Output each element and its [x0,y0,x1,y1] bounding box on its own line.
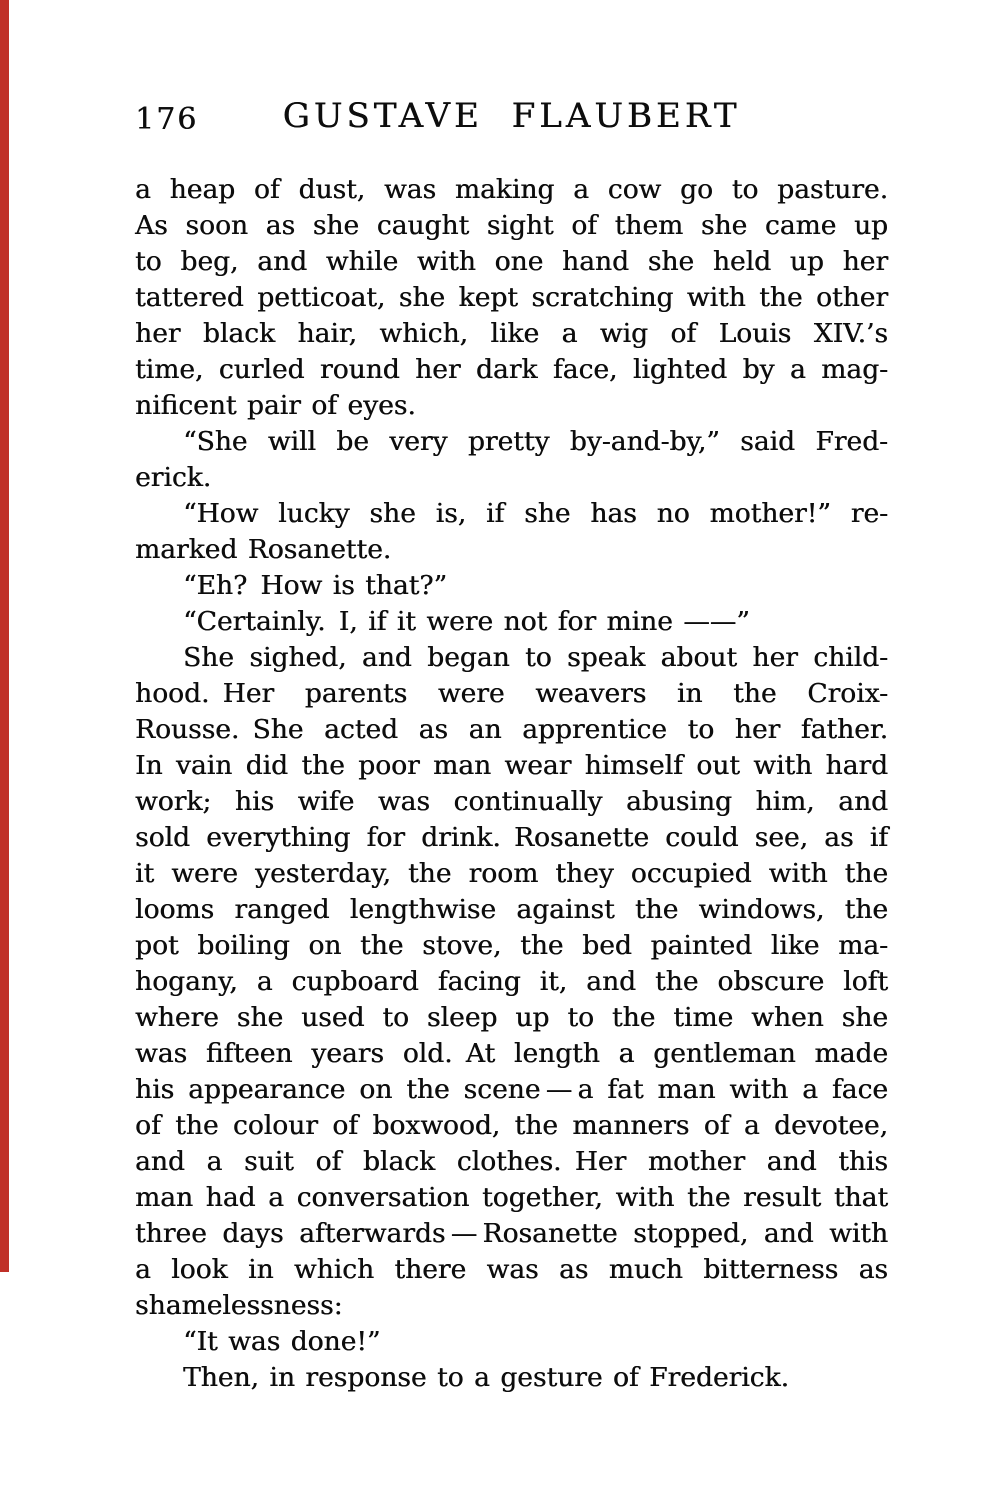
text-line: marked Rosanette. [135,534,392,565]
text-line: time, curled round her dark face, lighted by a mag- [135,354,888,385]
running-head: GUSTAVE FLAUBERT [282,96,741,136]
text-line: erick. [135,462,212,493]
scan-edge-strip [0,0,9,1272]
text-line: “Certainly. I, if it were not for mine ——” [183,606,750,637]
text-line: Then, in response to a gesture of Frederick. [183,1362,789,1393]
text-line: his appearance on the scene — a fat man with a face [135,1074,888,1105]
text-line: “It was done!” [183,1326,381,1357]
text-line: hogany, a cupboard facing it, and the obscure loft [135,966,888,997]
text-line: work; his wife was continually abusing him, and [135,786,888,817]
text-line: She sighed, and began to speak about her child- [183,642,888,673]
text-line: “She will be very pretty by-and-by,” said Fred- [183,426,888,457]
text-line: In vain did the poor man wear himself out with hard [135,750,888,781]
text-line: nificent pair of eyes. [135,390,416,421]
text-line: to beg, and while with one hand she held up her [135,246,888,277]
text-line: where she used to sleep up to the time when she [135,1002,888,1033]
text-line: it were yesterday, the room they occupied with the [135,858,888,889]
text-line: her black hair, which, like a wig of Louis XIV.’s [135,318,888,349]
text-line: looms ranged lengthwise against the windows, the [135,894,888,925]
text-line: “Eh? How is that?” [183,570,448,601]
body-text [135,172,888,1396]
text-line: a heap of dust, was making a cow go to pasture. [135,174,888,205]
text-line: was fifteen years old. At length a gentleman made [135,1038,888,1069]
text-line: three days afterwards — Rosanette stopped, and with [135,1218,888,1249]
text-line: of the colour of boxwood, the manners of a devotee, [135,1110,888,1141]
text-line: tattered petticoat, she kept scratching with the other [135,282,888,313]
text-line: “How lucky she is, if she has no mother!” re- [183,498,888,529]
text-line: pot boiling on the stove, the bed painted like ma- [135,930,888,961]
text-line: man had a conversation together, with the result that [135,1182,888,1213]
text-line: Rousse. She acted as an apprentice to her father. [135,714,888,745]
text-line: and a suit of black clothes. Her mother and this [135,1146,888,1177]
page-number: 176 [135,102,199,137]
text-line: hood. Her parents were weavers in the Croix- [135,678,888,709]
text-line: a look in which there was as much bitterness as [135,1254,888,1285]
text-line: As soon as she caught sight of them she came up [135,210,888,241]
page-header [135,96,888,140]
text-line: sold everything for drink. Rosanette could see, as if [135,822,888,853]
text-line: shamelessness: [135,1290,343,1321]
